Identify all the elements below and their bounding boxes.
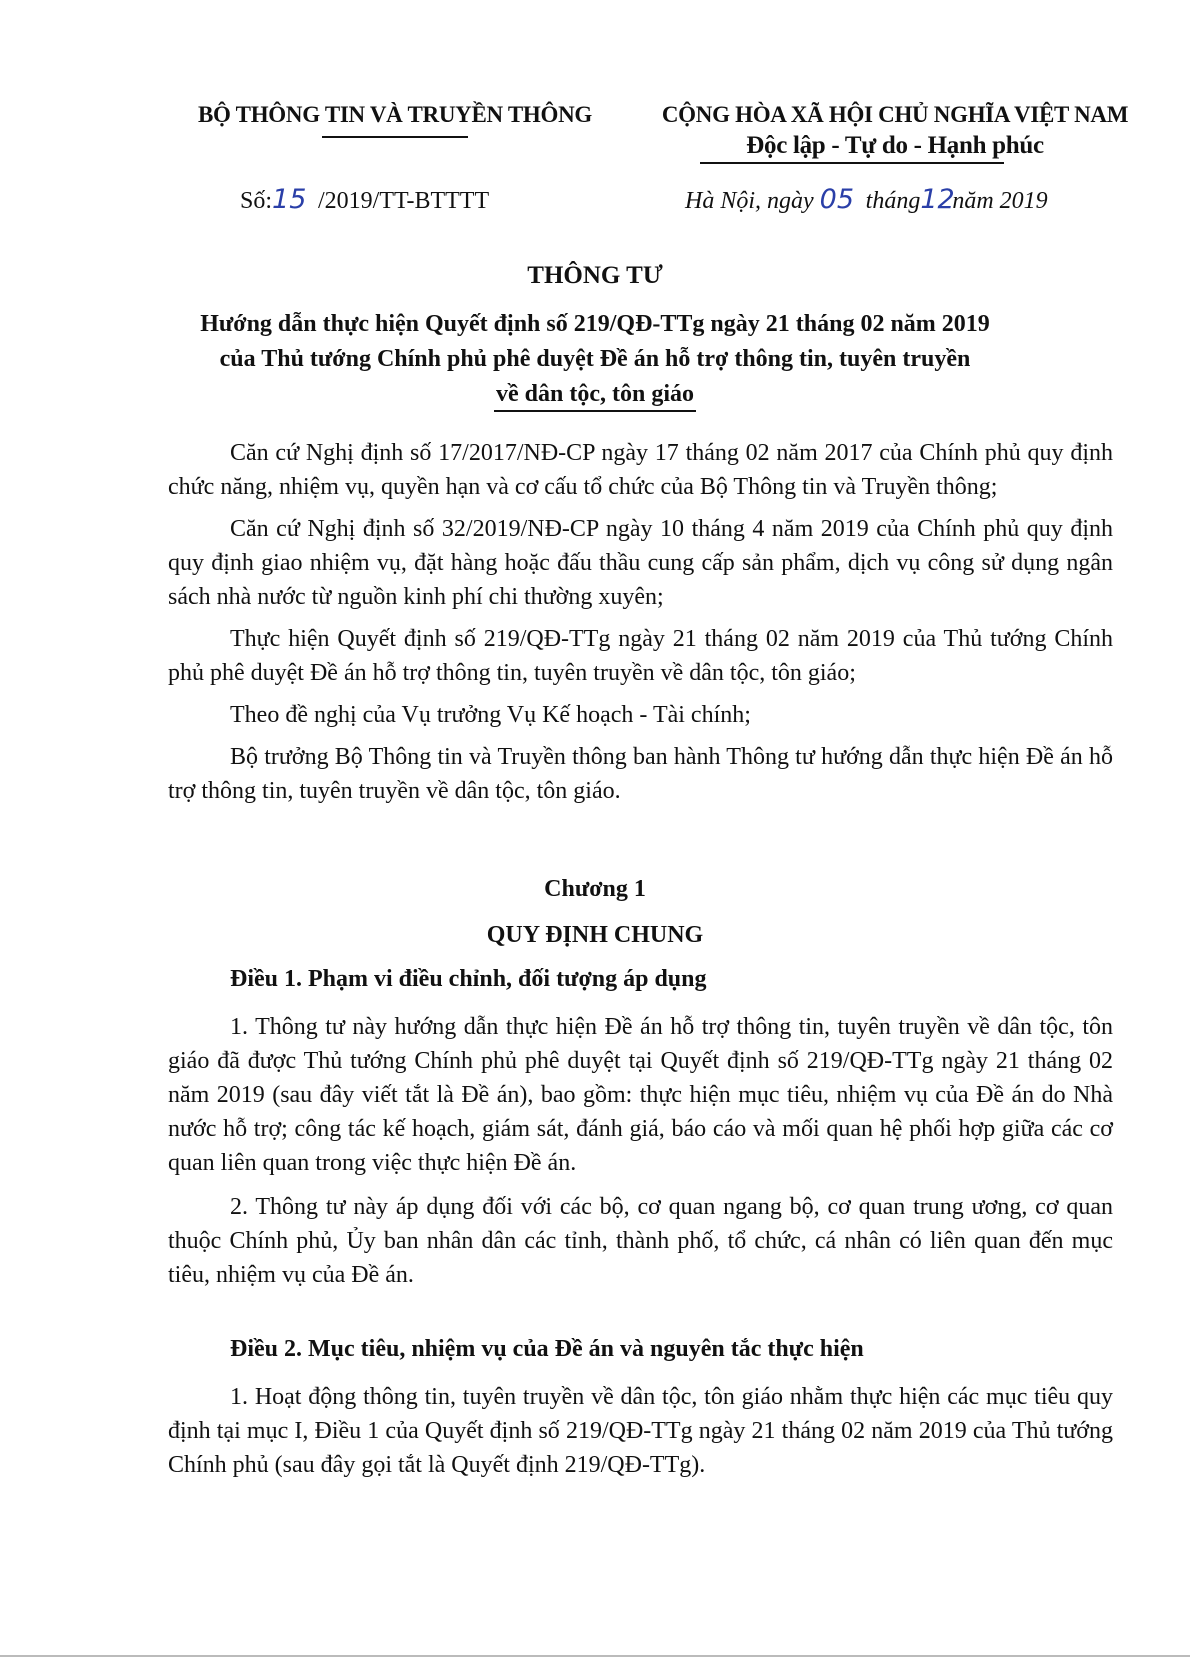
- article-1-body: [168, 1010, 1113, 1292]
- clause-paragraph: 2. Thông tư này áp dụng đối với các bộ, cơ quan ngang bộ, cơ quan trung ương, cơ quan thuộc Chính phủ, Ủy ban nhân dân các tỉnh, thành phố, tổ chức, cá nhân có liên quan đến mục tiêu, nhiệm vụ của Đề án.: [168, 1194, 1113, 1288]
- motto-underline: [700, 162, 1004, 164]
- date-month-handwritten: 12: [920, 184, 955, 215]
- article-2-body: [168, 1380, 1113, 1482]
- ministry-name: [160, 102, 630, 128]
- preamble-paragraph: Bộ trưởng Bộ Thông tin và Truyền thông ban hành Thông tư hướng dẫn thực hiện Đề án hỗ trợ thông tin, tuyên truyền về dân tộc, tôn giáo.: [168, 744, 1113, 804]
- date-place: Hà Nội, ngày: [685, 188, 814, 214]
- date-month-label: tháng: [865, 188, 921, 214]
- clause-paragraph: 1. Hoạt động thông tin, tuyên truyền về dân tộc, tôn giáo nhằm thực hiện các mục tiêu quy định tại mục I, Điều 1 của Quyết định số 219/QĐ-TTg ngày 21 tháng 02 năm 2019 của Thủ tướng Chính phủ (sau đây gọi tắt là Quyết định 219/QĐ-TTg).: [168, 1384, 1113, 1478]
- national-motto: Độc lập - Tự do - Hạnh phúc: [746, 132, 1044, 159]
- number-handwritten: 15: [272, 184, 307, 215]
- national-header: [640, 102, 1150, 160]
- ministry-text: BỘ THÔNG TIN VÀ TRUYỀN THÔNG: [198, 102, 592, 127]
- country-name: CỘNG HÒA XÃ HỘI CHỦ NGHĨA VIỆT NAM: [661, 102, 1129, 127]
- preamble-paragraph: Theo đề nghị của Vụ trưởng Vụ Kế hoạch - Tài chính;: [230, 702, 751, 728]
- subject-line-1: Hướng dẫn thực hiện Quyết định số 219/QĐ-TTg ngày 21 tháng 02 năm 2019: [200, 311, 990, 337]
- date-day-handwritten: 05: [819, 184, 855, 215]
- article-2-heading: Điều 2. Mục tiêu, nhiệm vụ của Đề án và nguyên tắc thực hiện: [230, 1336, 864, 1362]
- scan-edge-line: [0, 1655, 1190, 1657]
- article-1-heading: Điều 1. Phạm vi điều chỉnh, đối tượng áp dụng: [230, 966, 707, 992]
- document-subject: [120, 307, 1070, 412]
- chapter-number: Chương 1: [544, 876, 646, 902]
- document-type: THÔNG TƯ: [527, 262, 663, 289]
- number-prefix: Số:: [240, 188, 273, 214]
- preamble-paragraph: Căn cứ Nghị định số 32/2019/NĐ-CP ngày 10 tháng 4 năm 2019 của Chính phủ quy định quy định giao nhiệm vụ, đặt hàng hoặc đấu thầu cung cấp sản phẩm, dịch vụ công sử dụng ngân sách nhà nước từ nguồn kinh phí chi thường xuyên;: [168, 516, 1113, 610]
- subject-line-2: của Thủ tướng Chính phủ phê duyệt Đề án hỗ trợ thông tin, tuyên truyền: [219, 346, 971, 372]
- preamble: [168, 436, 1113, 808]
- issue-date: [685, 184, 1048, 215]
- preamble-paragraph: Căn cứ Nghị định số 17/2017/NĐ-CP ngày 17 tháng 02 năm 2017 của Chính phủ quy định chức năng, nhiệm vụ, quyền hạn và cơ cấu tổ chức của Bộ Thông tin và Truyền thông;: [168, 440, 1113, 500]
- date-year: năm 2019: [952, 188, 1048, 214]
- preamble-paragraph: Thực hiện Quyết định số 219/QĐ-TTg ngày 21 tháng 02 năm 2019 của Thủ tướng Chính phủ phê duyệt Đề án hỗ trợ thông tin, tuyên truyền về dân tộc, tôn giáo;: [168, 626, 1113, 686]
- document-number: [240, 184, 489, 215]
- subject-line-3: về dân tộc, tôn giáo: [494, 378, 696, 412]
- number-suffix: /2019/TT-BTTTT: [318, 188, 490, 214]
- chapter-name: QUY ĐỊNH CHUNG: [486, 922, 704, 948]
- clause-paragraph: 1. Thông tư này hướng dẫn thực hiện Đề án hỗ trợ thông tin, tuyên truyền về dân tộc, tôn giáo đã được Thủ tướng Chính phủ phê duyệt tại Quyết định số 219/QĐ-TTg ngày 21 tháng 02 năm 2019 (sau đây viết tắt là Đề án), bao gồm: thực hiện mục tiêu, nhiệm vụ của Đề án do Nhà nước hỗ trợ; công tác kế hoạch, giám sát, đánh giá, báo cáo và mối quan hệ phối hợp giữa các cơ quan liên quan trong việc thực hiện Đề án.: [168, 1014, 1113, 1176]
- ministry-underline: [322, 136, 468, 138]
